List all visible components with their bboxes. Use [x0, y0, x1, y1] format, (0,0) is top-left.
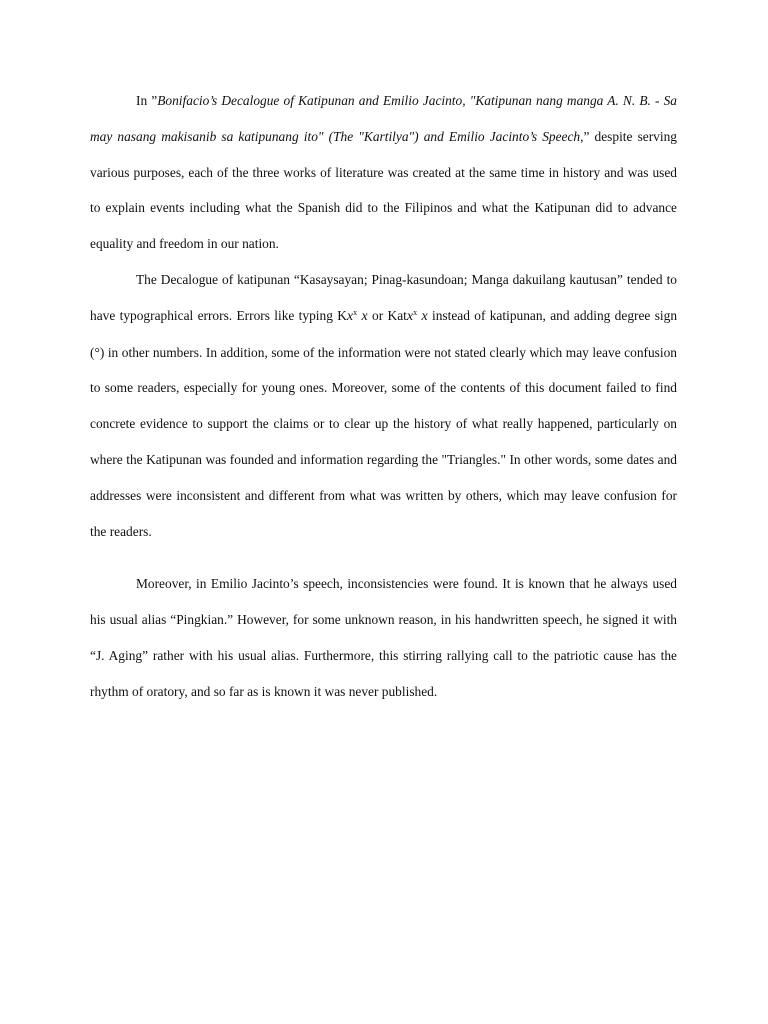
paragraph-speech: Moreover, in Emilio Jacinto’s speech, inconsistencies were found. It is known that he always used his usual alias “Pingkian.” However, for some unknown reason, in his handwritten speech, he signed it with “J. Aging” rather with his usual alias. Furthermore, this stirring rallying call to the patriotic cause has the rhythm of oratory, and so far as is known it was never published. — [90, 576, 677, 699]
document-body — [90, 83, 677, 710]
typo-glyph-x2: x — [361, 308, 368, 324]
typo-glyph-sup2: x — [413, 307, 418, 317]
typo-glyph-x4: x — [421, 308, 428, 324]
decalogue-text-1: The Decalogue of katipunan “Kasaysayan; Pinag-kasundoan; Manga dakuilang kautusan” tended to have typographical errors. Errors like typing K — [90, 271, 677, 323]
typo-glyph-x: x — [346, 308, 354, 324]
paragraph-spacer-2 — [90, 549, 677, 566]
decalogue-text-2: or Kat — [367, 307, 407, 323]
typo-glyph-sup: x — [353, 307, 358, 317]
decalogue-text-3: instead of katipunan, and adding degree sign (°) in other numbers. In addition, some of the information were not stated clearly which may leave confusion to some readers, especially for young ones. Moreover, some of the contents of this document failed to find concrete evidence to support the claims or to clear up the history of what really happened, particularly on where the Katipunan was founded and information regarding the "Triangles." In other words, some dates and addresses were inconsistent and different from what was written by others, which may leave confusion for the readers. — [90, 307, 678, 539]
intro-works-title: Bonifacio’s Decalogue of Katipunan and Emilio Jacinto, "Katipunan nang manga A. N. B. - Sa may nasang makisanib sa katipunang ito" (The "Kartilya") and Emilio Jacinto’s Speech — [90, 93, 677, 144]
intro-lead: In ” — [136, 93, 158, 108]
intro-rest: ,” despite serving various purposes, each of the three works of literature was created at the same time in history and was used to explain events including what the Spanish did to the Filipinos and what the Katipunan did to advance equality and freedom in our nation. — [90, 128, 677, 252]
typo-glyph-x3: x — [406, 308, 414, 324]
paragraph-decalogue — [90, 262, 677, 549]
paragraph-intro — [90, 83, 677, 262]
